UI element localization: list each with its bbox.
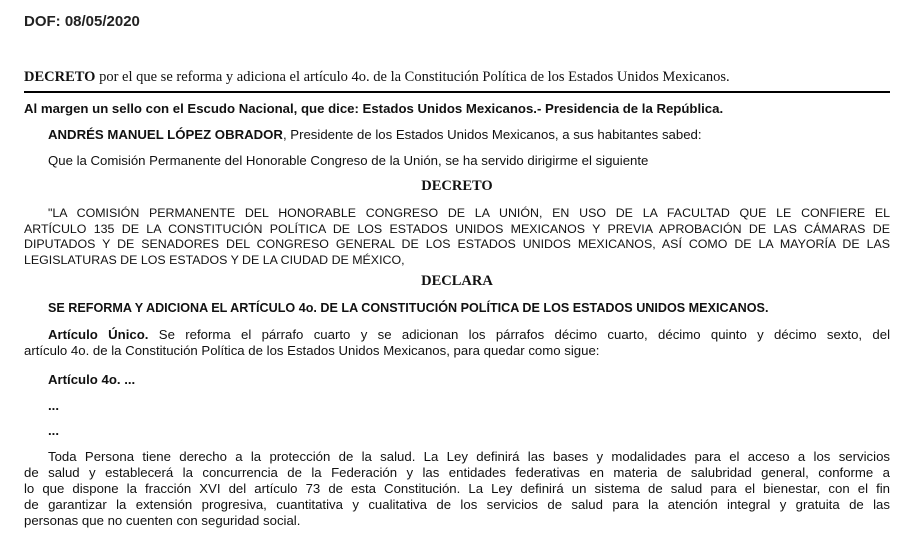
- margin-note: Al margen un sello con el Escudo Nacional, que dice: Estados Unidos Mexicanos.- Presidencia de la República.: [24, 101, 724, 116]
- ellipsis-paragraph: ...: [48, 423, 59, 438]
- commission-caps-paragraph: [24, 206, 890, 268]
- articulo-unico-line: artículo 4o. de la Constitución Política de los Estados Unidos Mexicanos, para quedar como sigue:: [24, 343, 600, 358]
- president-rest: , Presidente de los Estados Unidos Mexicanos, a sus habitantes sabed:: [282, 127, 702, 142]
- decree-title-prefix: DECRETO: [24, 69, 96, 85]
- commission-caps-line: LEGISLATURAS DE LOS ESTADOS Y DE LA CIUDAD DE MÉXICO,: [24, 252, 405, 267]
- dof-date: DOF: 08/05/2020: [24, 13, 140, 30]
- articulo-4-label: Artículo 4o. ...: [48, 372, 136, 387]
- health-line: lo que dispone la fracción XVI del artículo 73 de esta Constitución. La Ley definirá un sistema de salud para el bienestar, con el fin: [24, 481, 890, 496]
- articulo-unico-label: Artículo Único.: [48, 327, 149, 342]
- commission-caps-line: "LA COMISIÓN PERMANENTE DEL HONORABLE CONGRESO DE LA UNIÓN, EN USO DE LA FACULTAD QUE LE CONFIERE EL: [48, 206, 890, 220]
- declara-heading: DECLARA: [421, 273, 493, 289]
- health-line: personas que no cuenten con seguridad social.: [24, 513, 301, 528]
- commission-caps-line: DIPUTADOS Y DE SENADORES DEL CONGRESO GENERAL DE LOS ESTADOS UNIDOS MEXICANOS, ASÍ COMO DE LA MAYORÍA DE LAS: [24, 237, 890, 251]
- reform-heading: SE REFORMA Y ADICIONA EL ARTÍCULO 4o. DE LA CONSTITUCIÓN POLÍTICA DE LOS ESTADOS UNIDOS MEXICANOS.: [48, 301, 769, 315]
- articulo-unico-text: Se reforma el párrafo cuarto y se adicionan los párrafos décimo cuarto, décimo quinto y décimo sexto, del: [148, 327, 891, 342]
- decree-title-rest: por el que se reforma y adiciona el artículo 4o. de la Constitución Política de los Estados Unidos Mexicanos.: [95, 69, 730, 85]
- health-line: de garantizar la extensión progresiva, cuantitativa y cualitativa de los servicios de salud para la atención integral y gratuita de las: [24, 497, 890, 512]
- president-name: ANDRÉS MANUEL LÓPEZ OBRADOR: [48, 127, 283, 142]
- health-line: Toda Persona tiene derecho a la protección de la salud. La Ley definirá las bases y modalidades para el acceso a los servicios: [48, 449, 890, 464]
- articulo-unico-paragraph: [24, 327, 891, 359]
- articulo-unico-line: [48, 327, 890, 343]
- decree-title: [24, 69, 890, 93]
- commission-line: Que la Comisión Permanente del Honorable Congreso de la Unión, se ha servido dirigirme el siguiente: [48, 153, 649, 168]
- ellipsis-paragraph: ...: [48, 398, 59, 413]
- president-line: [48, 127, 702, 143]
- health-line: de salud y establecerá la concurrencia de la Federación y las entidades federativas en materia de salubridad general, conforme a: [24, 465, 890, 480]
- health-paragraph: [24, 449, 890, 529]
- decreto-heading: DECRETO: [421, 178, 493, 194]
- commission-caps-line: ARTÍCULO 135 DE LA CONSTITUCIÓN POLÍTICA DE LOS ESTADOS UNIDOS MEXICANOS Y PREVIA APROBACIÓN DE LAS CÁMARAS DE: [24, 221, 890, 236]
